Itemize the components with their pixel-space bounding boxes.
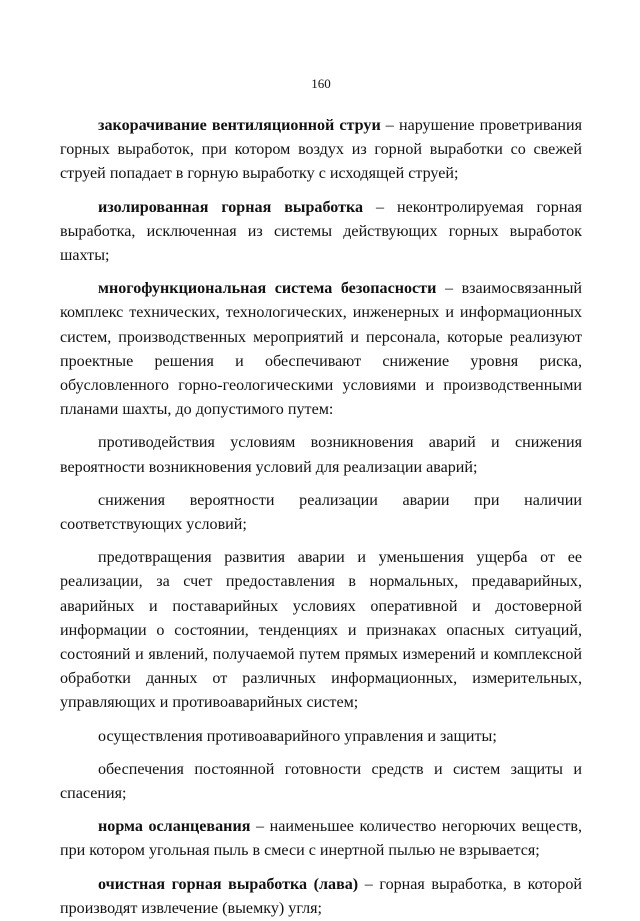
definition-text: – неконтролируемая горная выработка, исключенная из системы действующих горных выработок шахты;	[60, 198, 582, 265]
list-item-prevention: предотвращения развития аварии и уменьшения ущерба от ее реализации, за счет предоставления в нормальных, предаварийных, аварийных и поставарийных условиях оперативной и достоверной информации о состоянии, тенденциях и признаках опасных ситуаций, состояний и явлений, получаемой путем прямых измерений и комплексной обработки данных от различных информационных, измерительных, управляющих и противоаварийных систем;	[60, 549, 582, 712]
definition-multifunctional-safety-system	[60, 277, 582, 422]
list-item-emergency-control: осуществления противоаварийного управления и защиты;	[98, 727, 497, 745]
definition-stone-dusting-norm	[60, 815, 582, 863]
definition-text: – нарушение проветривания горных выработок, при котором воздух из горной выработки со свежей струей попадает в горную выработку с исходящей струей;	[60, 117, 582, 183]
list-item-probability-reduction: снижения вероятности реализации аварии при наличии соответствующих условий;	[60, 491, 582, 534]
definition-text: – горная выработка, в которой производят извлечение (выемку) угля;	[60, 875, 582, 917]
page-number: 160	[311, 76, 331, 91]
list-item-counteraction: противодействия условиям возникновения аварий и снижения вероятности возникновения условий для реализации аварий;	[60, 434, 582, 476]
list-item-readiness: обеспечения постоянной готовности средств и систем защиты и спасения;	[60, 760, 582, 803]
definition-isolated-working	[60, 196, 582, 269]
definition-text: – наименьшее количество негорючих веществ, при котором угольная пыль в смеси с инертной пылью не взрывается;	[60, 818, 582, 860]
term: норма осланцевания	[98, 818, 251, 836]
definition-text: – взаимосвязанный комплекс технических, технологических, инженерных и информационных систем, производственных мероприятий и персонала, которые реализуют проектные решения и обеспечивают снижение уровня риска, обусловленного горно-геологическими условиями и производственными планами шахты, до допустимого путем:	[60, 280, 582, 419]
term: закорачивание вентиляционной струи	[98, 117, 381, 134]
definition-shortcircuit-ventilation	[60, 114, 582, 187]
term: многофункциональная система безопасности	[98, 280, 437, 298]
term: изолированная горная выработка	[98, 198, 364, 216]
term: очистная горная выработка (лава)	[98, 875, 359, 893]
definition-longwall	[60, 873, 582, 921]
